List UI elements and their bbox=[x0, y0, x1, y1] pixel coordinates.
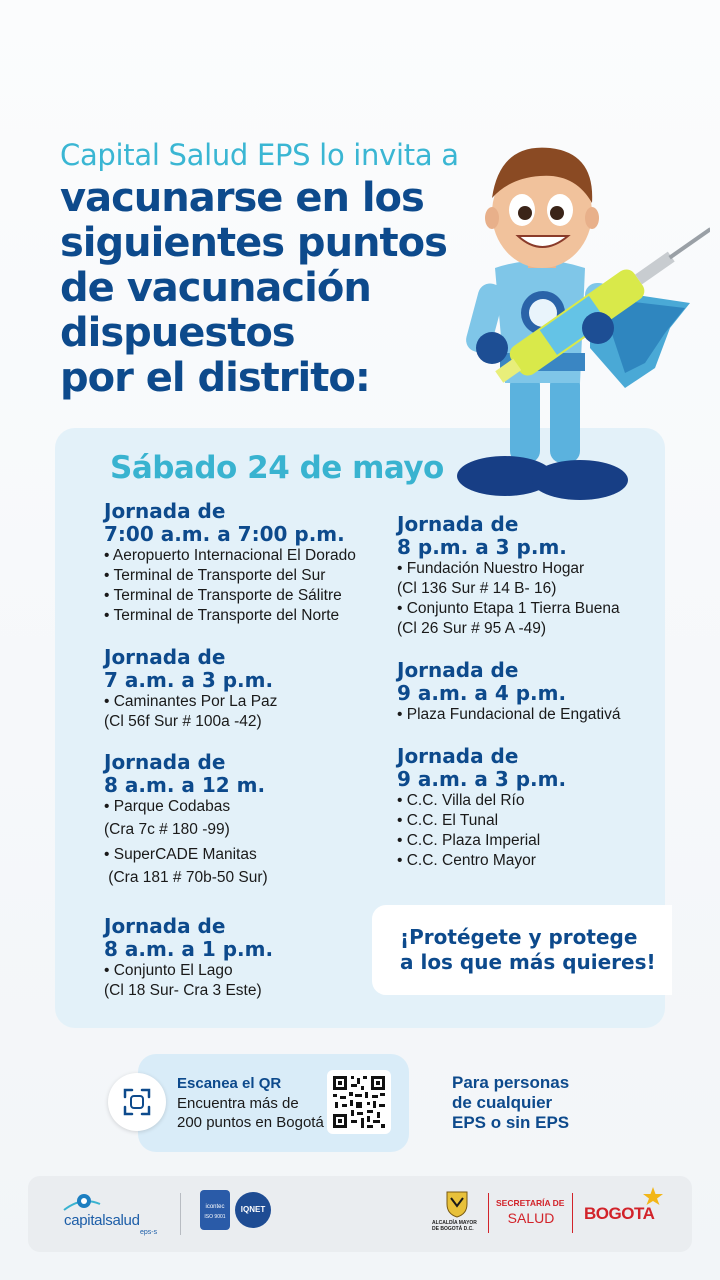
qr-line: Encuentra más de bbox=[177, 1095, 299, 1112]
location-item: • Terminal de Transporte del Sur bbox=[104, 567, 326, 584]
alcaldia-line: ALCALDÍA MAYOR bbox=[432, 1220, 477, 1226]
schedule-block bbox=[104, 751, 268, 888]
schedule-hours: 8 a.m. a 1 p.m. bbox=[104, 937, 274, 961]
location-item: • Caminantes Por La Paz bbox=[104, 693, 278, 710]
bogota-wordmark: BOGOTA bbox=[584, 1204, 655, 1223]
scan-icon bbox=[108, 1073, 166, 1131]
divider bbox=[572, 1193, 573, 1233]
headline-line: siguientes puntos bbox=[60, 220, 447, 266]
location-item: • Conjunto El Lago bbox=[104, 962, 233, 979]
audience-line: EPS o sin EPS bbox=[452, 1113, 570, 1132]
location-item: • C.C. Villa del Río bbox=[397, 792, 525, 809]
schedule-hours: 8 p.m. a 3 p.m. bbox=[397, 535, 567, 559]
iqnet-logo bbox=[235, 1192, 271, 1228]
coat-of-arms-icon bbox=[445, 1190, 469, 1218]
location-item: • Terminal de Transporte de Sálitre bbox=[104, 587, 342, 604]
location-item: • Parque Codabas bbox=[104, 798, 231, 815]
capital-salud-logo bbox=[62, 1190, 172, 1240]
qr-title: Escanea el QR bbox=[177, 1075, 282, 1092]
qr-description bbox=[177, 1094, 324, 1132]
icontec-label: icontec bbox=[205, 1204, 225, 1210]
headline-line: por el distrito: bbox=[60, 355, 370, 401]
headline-line: de vacunación bbox=[60, 265, 371, 311]
iqnet-label: IQNET bbox=[240, 1205, 266, 1214]
schedule-title: Jornada de bbox=[104, 750, 226, 774]
schedule-hours: 7 a.m. a 3 p.m. bbox=[104, 668, 274, 692]
location-address: (Cra 7c # 180 -99) bbox=[104, 821, 230, 838]
schedule-block bbox=[104, 500, 356, 626]
location-address: (Cl 18 Sur- Cra 3 Este) bbox=[104, 982, 262, 999]
qr-line: 200 puntos en Bogotá bbox=[177, 1114, 324, 1131]
audience-note bbox=[452, 1073, 569, 1133]
divider bbox=[488, 1193, 489, 1233]
audience-line: de cualquier bbox=[452, 1093, 553, 1112]
schedule-hours: 9 a.m. a 4 p.m. bbox=[397, 681, 567, 705]
star-icon bbox=[642, 1186, 664, 1206]
schedule-title: Jornada de bbox=[104, 645, 226, 669]
schedule-hours: 7:00 a.m. a 7:00 p.m. bbox=[104, 522, 345, 546]
schedule-block bbox=[397, 659, 620, 725]
iso-label: ISO 9001 bbox=[204, 1214, 226, 1220]
location-item: • Aeropuerto Internacional El Dorado bbox=[104, 547, 356, 564]
alcaldia-logo bbox=[432, 1190, 482, 1240]
salud-line: SALUD bbox=[507, 1210, 555, 1226]
secretaria-line: SECRETARÍA DE bbox=[496, 1198, 565, 1208]
headline-line: dispuestos bbox=[60, 310, 295, 356]
location-address: (Cra 181 # 70b-50 Sur) bbox=[104, 869, 268, 886]
location-address: (Cl 26 Sur # 95 A -49) bbox=[397, 620, 547, 637]
headline bbox=[60, 176, 480, 401]
icontec-logo bbox=[200, 1190, 230, 1230]
schedule-hours: 9 a.m. a 3 p.m. bbox=[397, 767, 567, 791]
event-date: Sábado 24 de mayo bbox=[110, 450, 444, 486]
divider bbox=[180, 1193, 181, 1235]
headline-line: vacunarse en los bbox=[60, 175, 424, 221]
schedule-block bbox=[104, 915, 273, 1001]
slogan-box bbox=[372, 905, 672, 995]
location-item: • C.C. Plaza Imperial bbox=[397, 832, 541, 849]
location-address: (Cl 136 Sur # 14 B- 16) bbox=[397, 580, 557, 597]
location-item: • Fundación Nuestro Hogar bbox=[397, 560, 585, 577]
audience-line: Para personas bbox=[452, 1073, 570, 1092]
schedule-title: Jornada de bbox=[397, 512, 519, 536]
schedule-title: Jornada de bbox=[104, 914, 226, 938]
location-address: (Cl 56f Sur # 100a -42) bbox=[104, 713, 262, 730]
location-item: • C.C. El Tunal bbox=[397, 812, 499, 829]
schedule-title: Jornada de bbox=[104, 499, 226, 523]
schedule-block bbox=[397, 513, 620, 639]
location-item: • C.C. Centro Mayor bbox=[397, 852, 536, 869]
intro-text: Capital Salud EPS lo invita a bbox=[60, 138, 459, 172]
slogan-line: ¡Protégete y protege bbox=[400, 925, 638, 949]
schedule-title: Jornada de bbox=[397, 658, 519, 682]
superhero-mascot-illustration bbox=[440, 118, 710, 513]
location-item: • Conjunto Etapa 1 Tierra Buena bbox=[397, 600, 620, 617]
bogota-logo bbox=[584, 1186, 674, 1232]
secretaria-salud-logo bbox=[496, 1198, 566, 1226]
location-item: • SuperCADE Manitas bbox=[104, 846, 257, 863]
qr-code[interactable] bbox=[327, 1070, 391, 1134]
location-item: • Terminal de Transporte del Norte bbox=[104, 607, 340, 624]
capital-salud-wordmark: capitalsalud bbox=[64, 1212, 140, 1229]
alcaldia-line: DE BOGOTÁ D.C. bbox=[432, 1226, 474, 1232]
schedule-title: Jornada de bbox=[397, 744, 519, 768]
schedule-block bbox=[397, 745, 566, 871]
slogan-line: a los que más quieres! bbox=[400, 950, 656, 974]
eps-s-label: eps-s bbox=[140, 1229, 158, 1236]
schedule-block bbox=[104, 646, 277, 732]
schedule-hours: 8 a.m. a 12 m. bbox=[104, 773, 266, 797]
location-item: • Plaza Fundacional de Engativá bbox=[397, 706, 621, 723]
